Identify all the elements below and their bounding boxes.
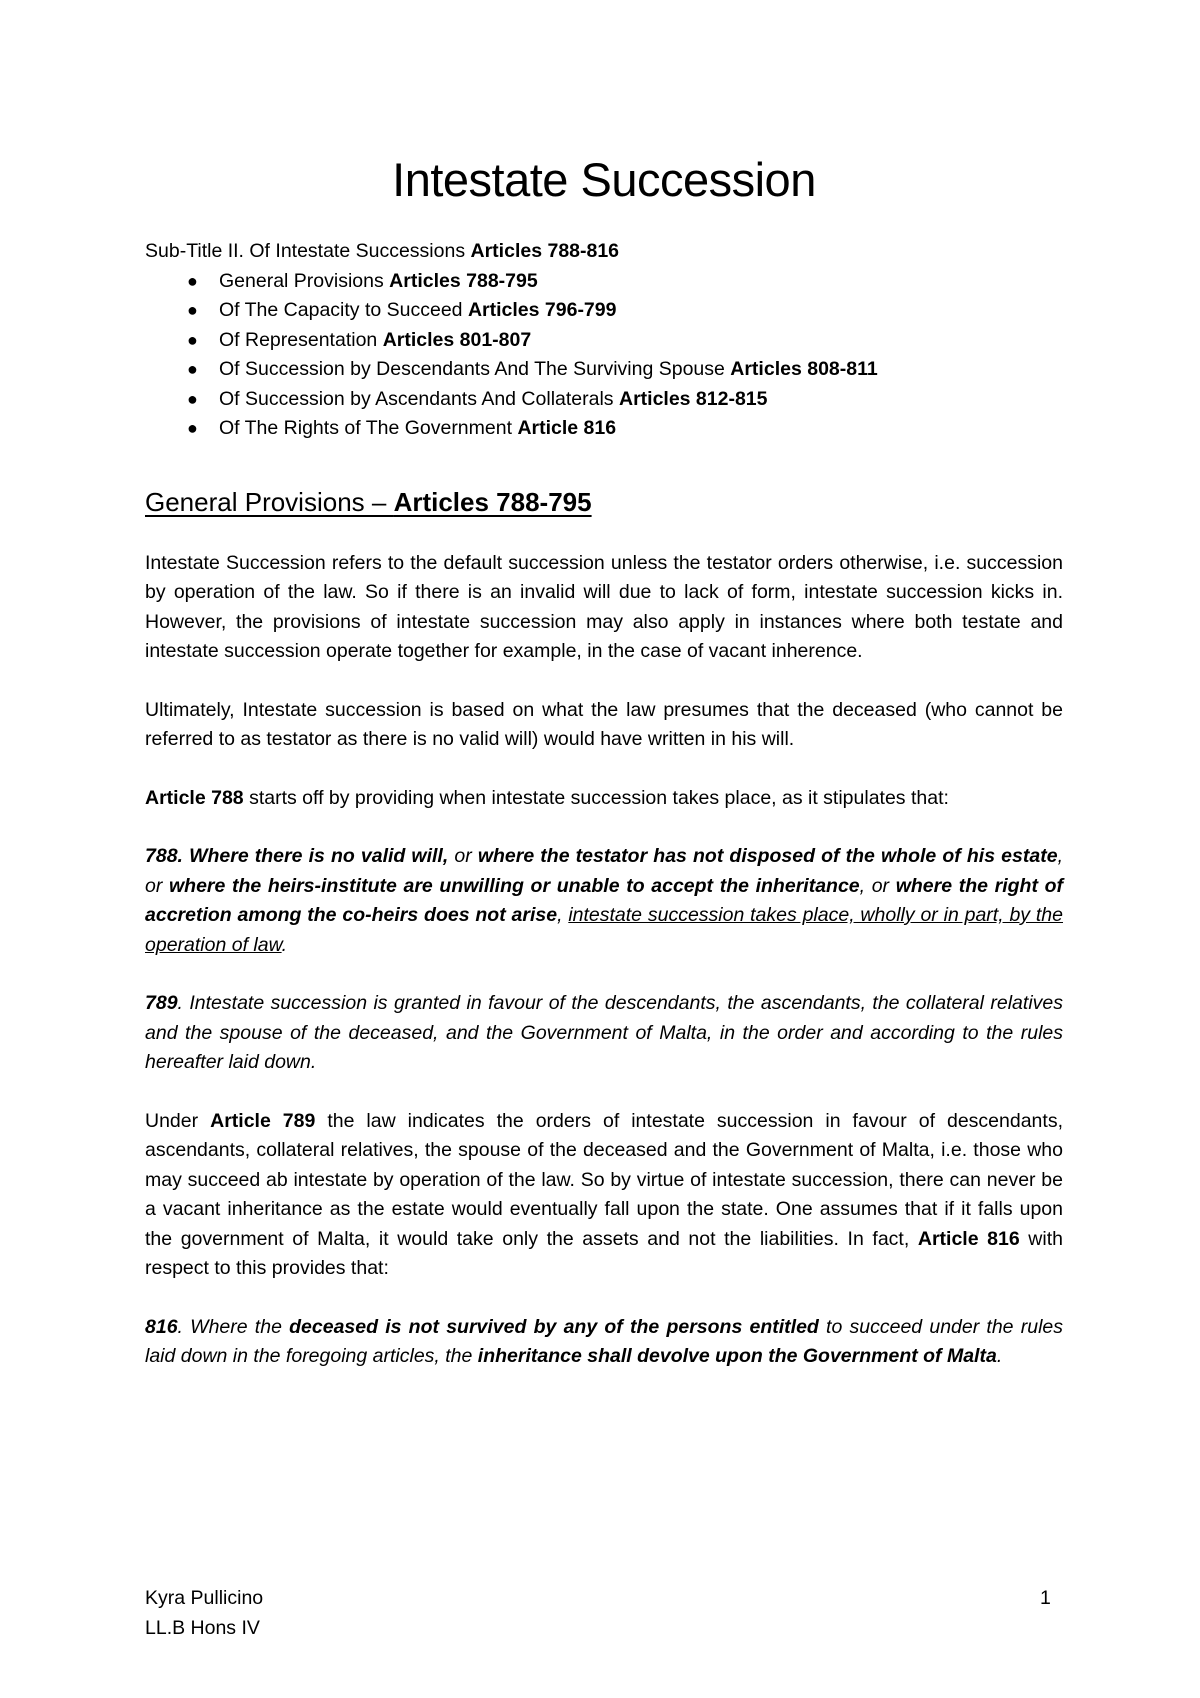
quote-text: . Intestate succession is granted in favour of the descendants, the ascendants, the collateral relatives and the spouse of the deceased, and the Government of Malta, in the order and according to the rules hereafter laid down. xyxy=(145,992,1063,1073)
quote-article-788 xyxy=(145,842,1063,960)
article-ref: Article 816 xyxy=(917,1227,1020,1250)
quote-bold: 816 xyxy=(145,1315,178,1338)
toc-item-articles: Articles 808-811 xyxy=(730,358,878,380)
toc-item xyxy=(145,326,1063,356)
paragraph-ultimately: Ultimately, Intestate succession is based on what the law presumes that the deceased (who cannot be referred to as testator as there is no valid will) would have written in his will. xyxy=(145,698,1063,750)
toc-item-articles: Articles 801-807 xyxy=(382,328,532,351)
quote-text: or xyxy=(454,845,478,867)
toc-item xyxy=(145,267,1063,297)
toc-item-text: Of The Capacity to Succeed xyxy=(219,299,468,321)
quote-bold: where the testator has not disposed of the whole of his estate xyxy=(477,845,1058,867)
section-heading-articles: Articles 788-795 xyxy=(393,486,592,517)
quote-text: , xyxy=(557,904,569,926)
quote-bold: deceased is not survived by any of the persons entitled xyxy=(289,1315,819,1338)
toc-item-text: Of Succession by Descendants And The Surviving Spouse xyxy=(219,358,731,380)
toc-item-text: Of Representation xyxy=(219,328,383,351)
footer-author-block xyxy=(145,1583,263,1643)
footer-author: Kyra Pullicino xyxy=(145,1587,264,1609)
article-ref: Article 789 xyxy=(210,1109,316,1132)
quote-article-816 xyxy=(145,1313,1063,1372)
paragraph-article-789 xyxy=(145,1107,1063,1284)
section-heading-text: General Provisions – xyxy=(145,486,394,517)
quote-text: , or xyxy=(145,845,1063,897)
toc-item xyxy=(145,414,1063,444)
bullet-icon: ● xyxy=(187,359,198,379)
article-ref: Article 788 xyxy=(145,786,244,809)
quote-text: . Where the xyxy=(177,1315,290,1338)
quote-text: . xyxy=(281,933,288,956)
page-title: Intestate Succession xyxy=(392,153,816,206)
paragraph-article-788 xyxy=(145,784,1063,814)
paragraph-text: Under xyxy=(145,1109,211,1132)
quote-article-789 xyxy=(145,989,1063,1078)
document-body xyxy=(145,150,1063,1401)
paragraph-intro: Intestate Succession refers to the default succession unless the testator orders otherwise, i.e. succession by operation of the law. So if there is an invalid will due to lack of form, intestate succession kicks in. However, the provisions of intestate succession may also apply in instances where both testate and intestate succession operate together for example, in the case of vacant inherence. xyxy=(145,551,1063,662)
bullet-icon: ● xyxy=(187,418,198,438)
bullet-icon: ● xyxy=(187,388,198,409)
subtitle-text: Sub-Title II. Of Intestate Successions xyxy=(145,240,471,262)
toc-item xyxy=(145,296,1063,326)
paragraph-text: starts off by providing when intestate succession takes place, as it stipulates that: xyxy=(243,786,949,809)
quote-bold: where the heirs-institute are unwilling or unable to accept the inheritance xyxy=(169,874,860,897)
section-heading xyxy=(145,482,1063,522)
subtitle-line xyxy=(145,237,1063,267)
quote-text: , or xyxy=(859,874,896,897)
toc-item-articles: Articles 812-815 xyxy=(618,387,768,410)
toc-item xyxy=(145,355,1063,385)
toc-item-text: General Provisions xyxy=(219,269,390,292)
bullet-icon: ● xyxy=(187,329,198,350)
quote-bold: 789 xyxy=(145,992,178,1014)
toc-item-text: Of Succession by Ascendants And Collaterals xyxy=(219,387,619,410)
quote-bold: where the right of accretion among the co-heirs does not arise xyxy=(145,874,1063,926)
bullet-icon: ● xyxy=(187,270,198,291)
quote-bold: inheritance shall devolve upon the Government of Malta xyxy=(477,1345,997,1367)
quote-text: . xyxy=(996,1345,1003,1367)
quote-underlined: intestate succession takes place, wholly or in part, by the operation of law xyxy=(145,904,1063,956)
paragraph-text: the law indicates the orders of intestate succession in favour of descendants, ascendants, collateral relatives, the spouse of the deceased and the Government of Malta, i.e. those who may succeed ab intestate by operation of the law. So by virtue of intestate succession, there can never be a vacant inheritance as the estate would eventually fall upon the state. One assumes that if it falls upon the government of Malta, it would take only the assets and not the liabilities. In fact, xyxy=(145,1109,1063,1250)
footer-course: LL.B Hons IV xyxy=(145,1617,260,1639)
bullet-icon: ● xyxy=(187,300,198,320)
paragraph-text: with respect to this provides that: xyxy=(145,1227,1063,1279)
toc-item xyxy=(145,385,1063,415)
quote-text: to succeed under the rules laid down in the foregoing articles, the xyxy=(145,1315,1063,1367)
toc-item-articles: Article 816 xyxy=(517,417,617,439)
page-number: 1 xyxy=(1040,1587,1051,1609)
subtitle-articles: Articles 788-816 xyxy=(470,240,620,262)
toc-list xyxy=(145,267,1063,444)
quote-bold: 788. Where there is no valid will, xyxy=(145,845,455,867)
toc-item-articles: Articles 796-799 xyxy=(467,299,617,321)
toc-item-articles: Articles 788-795 xyxy=(389,269,538,292)
toc-item-text: Of The Rights of The Government xyxy=(219,417,518,439)
